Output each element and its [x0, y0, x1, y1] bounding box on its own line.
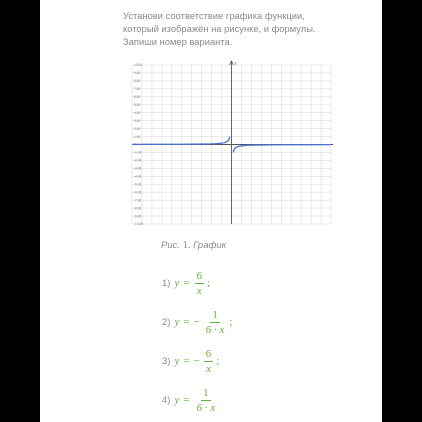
formula-equals: = — [183, 277, 190, 289]
formula-equals: = — [183, 355, 190, 367]
formula-punctuation: ; — [229, 316, 233, 328]
function-graph — [40, 0, 382, 245]
y-tick-label: 6.00 — [134, 95, 141, 99]
y-tick-label: 9.00 — [134, 71, 141, 76]
option-number: 3) — [162, 355, 171, 367]
task-line-3: Запиши номер варианта. — [123, 35, 233, 47]
y-tick-label: 4.00 — [134, 110, 141, 115]
option-2[interactable] — [162, 307, 232, 337]
y-tick-label: -10.00 — [134, 222, 144, 227]
caption-prefix: Рис. — [161, 240, 181, 251]
y-tick-label: -1.00 — [134, 150, 142, 155]
y-tick-label: 5.00 — [134, 102, 141, 107]
fraction-denominator: 6 · x — [205, 323, 225, 336]
caption-title: График — [193, 240, 227, 251]
fraction-denominator: x — [196, 284, 202, 297]
formula-punctuation: ; — [207, 277, 211, 289]
formula-var: y — [174, 277, 180, 289]
caption-number: 1. — [182, 240, 191, 251]
graph-svg — [40, 0, 382, 240]
formula-fraction — [195, 270, 205, 297]
option-formula — [174, 309, 232, 336]
y-axis-label: y — [234, 60, 237, 65]
y-tick-label: -3.00 — [134, 166, 142, 171]
option-formula — [174, 270, 210, 297]
fraction-numerator: 1 — [203, 386, 209, 399]
figure-caption — [161, 240, 226, 251]
formula-fraction — [204, 348, 214, 375]
fraction-denominator: 6 · x — [196, 401, 216, 414]
formula-sign: − — [193, 316, 200, 328]
y-tick-label: -7.00 — [134, 198, 142, 203]
option-4[interactable] — [162, 385, 218, 415]
y-tick-label: 2.00 — [134, 126, 141, 131]
fraction-denominator: x — [206, 362, 211, 375]
y-tick-label: -4.00 — [134, 174, 142, 179]
formula-var: y — [174, 394, 180, 406]
y-tick-label: -5.00 — [134, 182, 142, 187]
option-formula — [174, 348, 219, 375]
option-3[interactable] — [162, 346, 219, 376]
y-tick-label: 0 — [134, 142, 136, 147]
task-sheet — [40, 0, 382, 422]
formula-sign: − — [193, 355, 200, 367]
y-tick-label: 7.00 — [134, 87, 141, 92]
option-number: 2) — [162, 316, 171, 328]
task-line-2: который изображён на рисунке, и формулы. — [123, 22, 316, 34]
fraction-numerator: 6 — [196, 269, 203, 282]
y-tick-label: 1.00 — [134, 134, 141, 139]
y-tick-label: 3.00 — [134, 118, 141, 123]
option-1[interactable] — [162, 268, 210, 298]
formula-var: y — [174, 355, 180, 367]
fraction-numerator: 6 — [205, 347, 212, 360]
option-number: 1) — [162, 277, 171, 289]
y-tick-label: -8.00 — [134, 206, 142, 211]
y-tick-label: -6.00 — [134, 190, 142, 195]
option-number: 4) — [162, 394, 171, 406]
y-tick-label: -9.00 — [134, 214, 142, 219]
option-formula — [174, 387, 218, 414]
formula-equals: = — [183, 316, 190, 328]
formula-fraction — [195, 387, 218, 414]
y-tick-label: 10.00 — [134, 63, 142, 68]
formula-equals: = — [183, 394, 190, 406]
fraction-numerator: 1 — [212, 308, 218, 321]
formula-var: y — [174, 316, 180, 328]
formula-punctuation: ; — [216, 355, 220, 367]
y-tick-label: -2.00 — [134, 158, 142, 163]
curve-branch-2 — [233, 145, 331, 153]
task-line-1: Установи соответствие графика функции, — [123, 10, 305, 21]
y-tick-label: 8.00 — [134, 79, 141, 84]
formula-fraction — [204, 309, 227, 336]
